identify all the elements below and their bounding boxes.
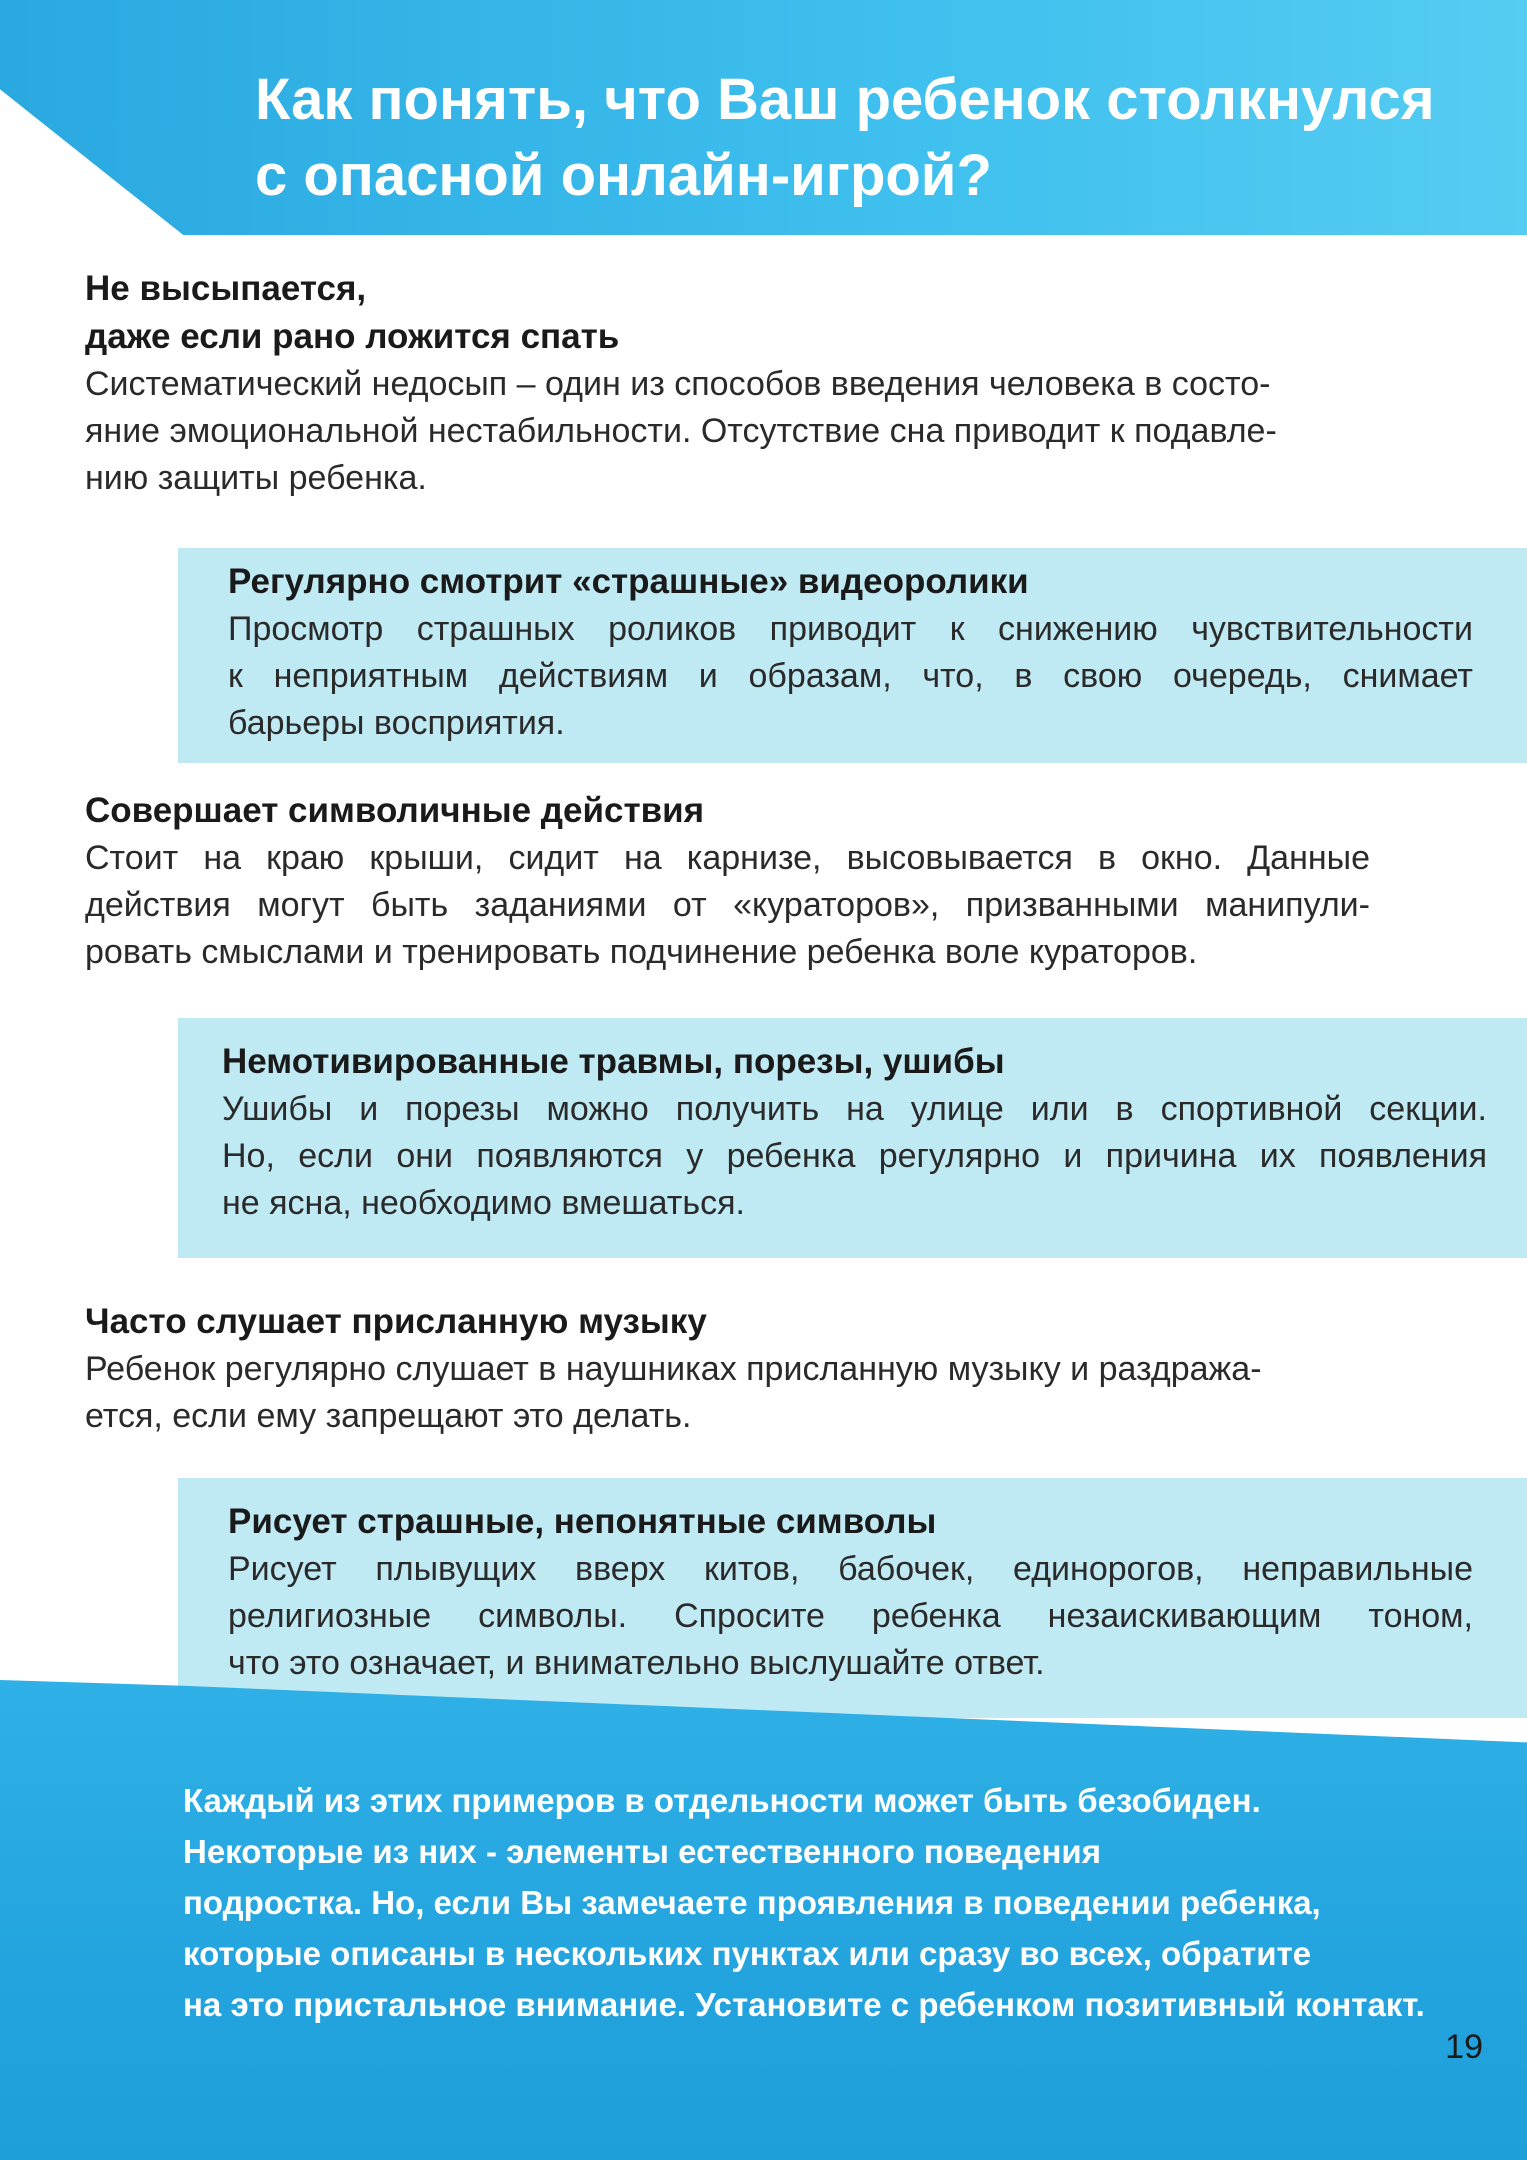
section-title-line: Рисует страшные, непонятные символы bbox=[228, 1502, 937, 1541]
section-title bbox=[228, 558, 1473, 606]
section-title bbox=[85, 787, 1370, 835]
section-body-line: Стоит на краю крыши, сидит на карнизе, высовывается в окно. Данные bbox=[85, 839, 1370, 877]
section-body-line: Систематический недосып – один из способов введения человека в состо- bbox=[85, 365, 1271, 403]
section-body bbox=[222, 1086, 1487, 1227]
section-sleep bbox=[85, 265, 1485, 502]
section-body bbox=[85, 1346, 1485, 1440]
conclusion-line: на это пристальное внимание. Установите с ребенком позитивный контакт. bbox=[183, 1986, 1425, 2023]
section-body bbox=[85, 835, 1370, 976]
section-body bbox=[85, 361, 1485, 502]
section-body-line: к неприятным действиям и образам, что, в свою очередь, снимает bbox=[228, 657, 1473, 695]
section-body-line: религиозные символы. Спросите ребенка незаискивающим тоном, bbox=[228, 1597, 1473, 1635]
section-body bbox=[228, 606, 1473, 747]
section-title-line: Регулярно смотрит «страшные» видеоролики bbox=[228, 562, 1029, 601]
section-body-line: нию защиты ребенка. bbox=[85, 459, 427, 497]
section-music bbox=[85, 1298, 1485, 1440]
page-title-line-2: с опасной онлайн-игрой? bbox=[255, 143, 992, 208]
section-title-line: Не высыпается, bbox=[85, 269, 367, 308]
section-body-line: Рисует плывущих вверх китов, бабочек, единорогов, неправильные bbox=[228, 1550, 1473, 1588]
conclusion-line: которые описаны в нескольких пунктах или сразу во всех, обратите bbox=[183, 1935, 1312, 1972]
page-title-line-1: Как понять, что Ваш ребенок столкнулся bbox=[255, 67, 1435, 132]
section-title-line: Совершает символичные действия bbox=[85, 791, 705, 830]
section-body-line: Просмотр страшных роликов приводит к снижению чувствительности bbox=[228, 610, 1473, 648]
section-title-line: Часто слушает присланную музыку bbox=[85, 1302, 707, 1341]
section-body-line: барьеры восприятия. bbox=[228, 704, 565, 742]
conclusion-line: Каждый из этих примеров в отдельности может быть безобиден. bbox=[183, 1782, 1261, 1819]
section-symbolic-actions bbox=[85, 787, 1370, 976]
section-title bbox=[222, 1038, 1487, 1086]
section-videos bbox=[228, 558, 1473, 747]
section-title-line: Немотивированные травмы, порезы, ушибы bbox=[222, 1042, 1005, 1081]
section-body-line: Ушибы и порезы можно получить на улице или в спортивной секции. bbox=[222, 1090, 1487, 1128]
section-title bbox=[85, 1298, 1485, 1346]
conclusion-line: подростка. Но, если Вы замечаете проявления в поведении ребенка, bbox=[183, 1884, 1321, 1921]
section-body-line: ровать смыслами и тренировать подчинение ребенка воле кураторов. bbox=[85, 933, 1198, 971]
section-body bbox=[228, 1546, 1473, 1687]
section-body-line: Но, если они появляются у ребенка регулярно и причина их появления bbox=[222, 1137, 1487, 1175]
section-title-line: даже если рано ложится спать bbox=[85, 317, 620, 356]
conclusion-text bbox=[183, 1775, 1483, 2030]
section-title bbox=[228, 1498, 1473, 1546]
conclusion-line: Некоторые из них - элементы естественного поведения bbox=[183, 1833, 1101, 1870]
section-symbols bbox=[228, 1498, 1473, 1687]
section-body-line: яние эмоциональной нестабильности. Отсутствие сна приводит к подавле- bbox=[85, 412, 1277, 450]
page-title bbox=[255, 62, 1455, 214]
page-number: 19 bbox=[1445, 2028, 1483, 2066]
section-body-line: не ясна, необходимо вмешаться. bbox=[222, 1184, 745, 1222]
section-body-line: действия могут быть заданиями от «кураторов», призванными манипули- bbox=[85, 886, 1370, 924]
section-title bbox=[85, 265, 1485, 361]
section-injuries bbox=[222, 1038, 1487, 1227]
section-body-line: ется, если ему запрещают это делать. bbox=[85, 1397, 692, 1435]
section-body-line: Ребенок регулярно слушает в наушниках присланную музыку и раздража- bbox=[85, 1350, 1262, 1388]
section-body-line: что это означает, и внимательно выслушайте ответ. bbox=[228, 1644, 1045, 1682]
